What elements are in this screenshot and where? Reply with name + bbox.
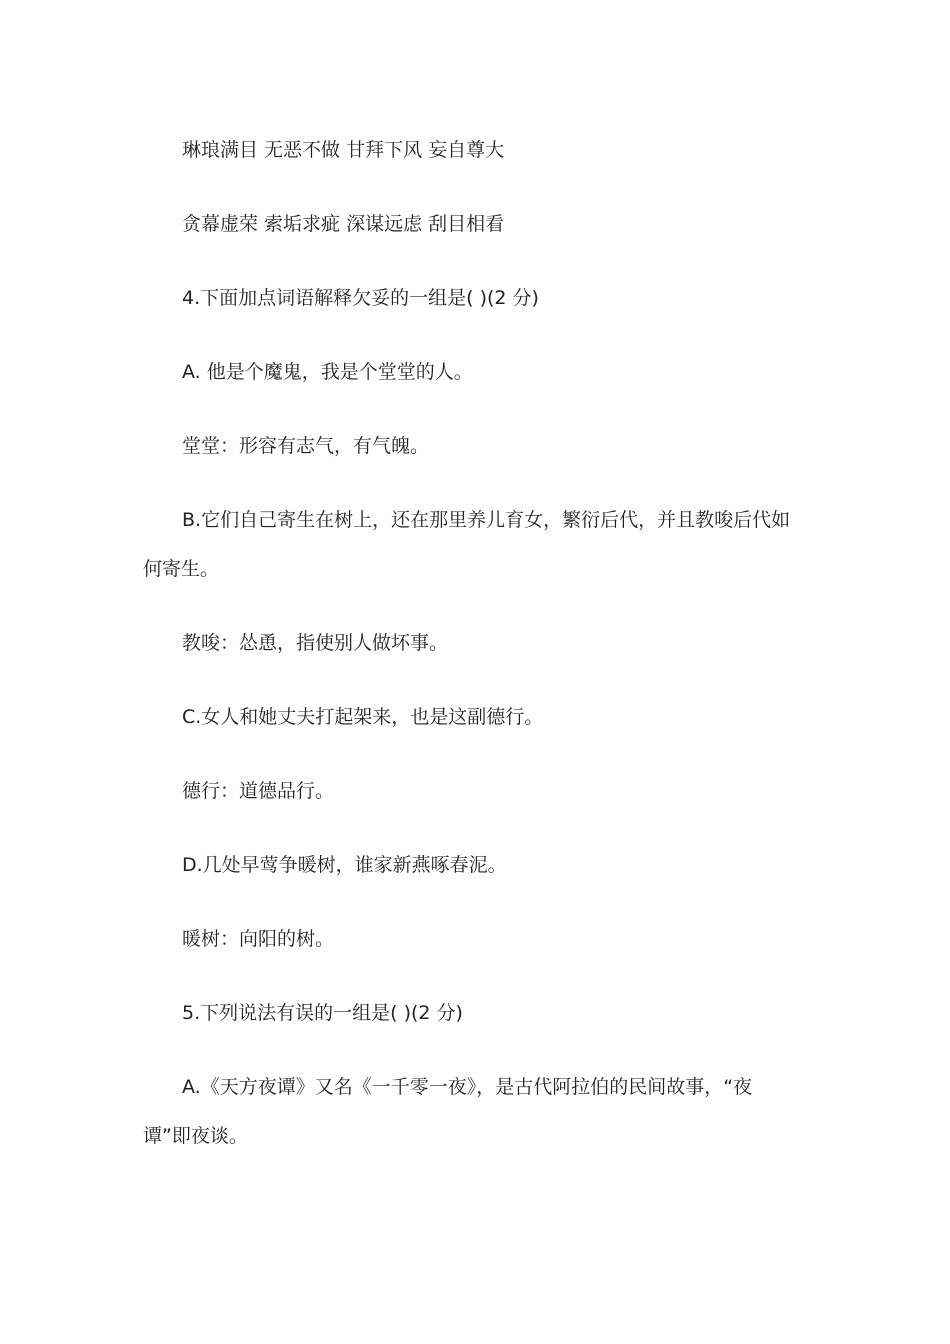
question-4-option-b: B.它们自己寄生在树上，还在那里养儿育女，繁衍后代，并且教唆后代如	[182, 509, 791, 531]
question-4-option-c: C.女人和她丈夫打起架来，也是这副德行。	[182, 706, 544, 728]
idiom-list-line-2: 贪幕虚荣 索垢求疵 深谋远虑 刮目相看	[182, 213, 505, 235]
question-4-option-a-explanation: 堂堂：形容有志气，有气魄。	[182, 435, 430, 457]
question-4-option-d: D.几处早莺争暖树，谁家新燕啄春泥。	[182, 854, 507, 876]
idiom-list-line-1: 琳琅满目 无恶不做 甘拜下风 妄自尊大	[182, 139, 505, 161]
question-4-option-c-explanation: 德行：道德品行。	[182, 780, 335, 802]
question-4-option-b-continued: 何寄生。	[143, 558, 220, 580]
question-4-option-d-explanation: 暖树：向阳的树。	[182, 928, 335, 950]
question-5-option-a: A.《天方夜谭》又名《一千零一夜》，是古代阿拉伯的民间故事，“夜	[182, 1076, 753, 1098]
question-5-stem: 5.下列说法有误的一组是( )(2 分)	[182, 1002, 463, 1024]
question-4-stem: 4.下面加点词语解释欠妥的一组是( )(2 分)	[182, 287, 539, 309]
question-4-option-b-explanation: 教唆：怂恿，指使别人做坏事。	[182, 632, 449, 654]
question-4-option-a: A. 他是个魔鬼，我是个堂堂的人。	[182, 361, 473, 383]
question-5-option-a-continued: 谭”即夜谈。	[143, 1125, 248, 1147]
